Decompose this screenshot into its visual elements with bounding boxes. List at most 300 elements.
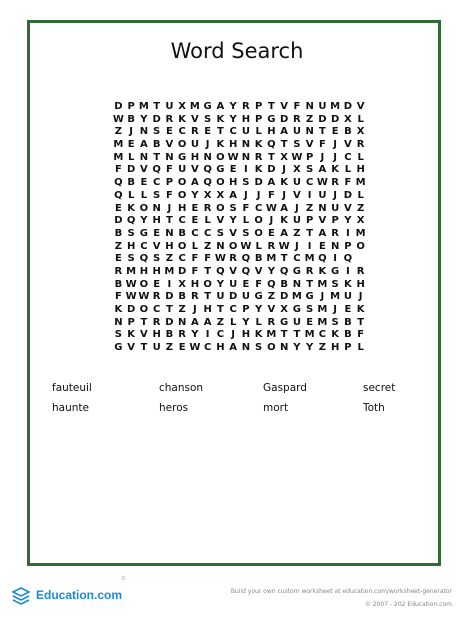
grid-letter: U: [165, 101, 174, 112]
grid-letter: A: [280, 126, 288, 138]
grid-letter: W: [112, 113, 124, 125]
grid-letter: U: [292, 316, 301, 328]
grid-letter: J: [333, 139, 337, 151]
grid-letter: S: [114, 329, 122, 341]
grid-letter: Q: [216, 265, 225, 277]
grid-letter: B: [178, 291, 186, 303]
grid-letter: N: [203, 151, 212, 163]
grid-letter: V: [140, 329, 148, 341]
grid-letter: Q: [114, 189, 123, 201]
letter-grid: [112, 101, 367, 355]
grid-letter: O: [228, 240, 238, 252]
grid-letter: M: [266, 329, 277, 341]
grid-letter: J: [129, 126, 133, 138]
grid-letter: V: [229, 265, 237, 277]
grid-letter: A: [229, 342, 237, 354]
grid-letter: P: [254, 113, 263, 125]
grid-letter: T: [153, 151, 161, 163]
grid-letter: S: [127, 227, 135, 239]
grid-letter: R: [152, 291, 161, 303]
grid-letter: H: [216, 342, 225, 354]
grid-letter: M: [189, 101, 200, 112]
grid-letter: O: [139, 304, 149, 315]
grid-letter: T: [280, 253, 288, 265]
grid-letter: B: [178, 227, 186, 239]
grid-letter: K: [280, 215, 288, 227]
grid-letter: H: [126, 240, 136, 252]
grid-letter: W: [316, 177, 328, 189]
grid-letter: G: [292, 304, 301, 315]
grid-letter: Z: [318, 342, 326, 354]
grid-letter: I: [346, 227, 350, 239]
grid-letter: W: [189, 342, 201, 354]
grid-letter: T: [306, 278, 314, 290]
grid-letter: E: [242, 278, 250, 290]
grid-letter: L: [242, 215, 250, 227]
grid-letter: M: [126, 265, 137, 277]
grid-letter: U: [178, 164, 187, 176]
grid-letter: T: [153, 101, 161, 112]
grid-letter: K: [344, 278, 352, 290]
grid-letter: U: [292, 215, 301, 227]
grid-letter: B: [344, 329, 352, 341]
grid-letter: Y: [191, 329, 199, 341]
grid-letter: V: [140, 164, 148, 176]
grid-row: [112, 329, 367, 342]
grid-letter: P: [165, 177, 174, 189]
grid-row: [112, 228, 367, 241]
grid-letter: F: [318, 139, 326, 151]
grid-letter: R: [331, 177, 339, 189]
grid-letter: F: [357, 329, 365, 341]
grid-letter: Z: [356, 202, 365, 214]
grid-letter: Y: [140, 113, 148, 125]
grid-letter: L: [127, 151, 135, 163]
grid-letter: W: [214, 253, 226, 265]
grid-letter: L: [357, 151, 364, 163]
grid-letter: Z: [165, 342, 173, 354]
grid-letter: F: [165, 189, 173, 201]
grid-letter: O: [203, 278, 212, 290]
grid-letter: H: [267, 126, 276, 138]
grid-letter: E: [165, 126, 173, 138]
grid-letter: S: [153, 126, 161, 138]
grid-letter: G: [331, 265, 340, 277]
grid-letter: T: [165, 215, 173, 227]
grid-letter: C: [178, 126, 186, 138]
grid-letter: I: [205, 329, 210, 341]
grid-letter: K: [331, 164, 339, 176]
grid-letter: U: [318, 101, 327, 112]
grid-letter: H: [190, 278, 200, 290]
grid-letter: K: [254, 164, 263, 176]
grid-letter: L: [204, 215, 211, 227]
grid-letter: U: [190, 139, 199, 151]
grid-letter: T: [140, 316, 148, 328]
grid-letter: P: [305, 215, 314, 227]
grid-letter: E: [140, 177, 148, 189]
grid-letter: J: [333, 151, 337, 163]
grid-letter: Q: [279, 265, 289, 277]
word-item: haunte: [52, 402, 89, 414]
grid-letter: U: [331, 202, 340, 214]
grid-letter: S: [242, 227, 250, 239]
grid-letter: V: [254, 265, 263, 277]
footer-tagline: Build your own custom worksheet at education.com/worksheet-generator: [230, 588, 452, 595]
grid-letter: W: [291, 151, 303, 163]
grid-letter: C: [178, 253, 186, 265]
grid-letter: V: [344, 139, 352, 151]
grid-letter: S: [127, 253, 135, 265]
grid-letter: S: [204, 113, 212, 125]
footer-copyright: © 2007 - 202 Education.com: [364, 601, 452, 608]
grid-letter: O: [216, 177, 225, 189]
grid-letter: P: [344, 240, 352, 252]
grid-letter: N: [165, 227, 174, 239]
grid-letter: R: [203, 202, 212, 214]
grid-letter: D: [330, 113, 340, 125]
grid-letter: D: [177, 265, 187, 277]
grid-letter: L: [127, 189, 135, 201]
grid-letter: F: [114, 291, 122, 303]
education-logo[interactable]: [10, 584, 122, 606]
grid-letter: I: [346, 265, 350, 277]
grid-letter: Y: [255, 304, 263, 315]
grid-letter: J: [320, 151, 325, 163]
grid-letter: D: [165, 316, 174, 328]
grid-letter: J: [167, 202, 172, 214]
grid-letter: O: [177, 139, 187, 151]
grid-letter: L: [357, 342, 364, 354]
grid-letter: Y: [191, 189, 199, 201]
grid-letter: Z: [178, 304, 186, 315]
grid-letter: E: [153, 227, 161, 239]
grid-letter: L: [229, 316, 237, 328]
brand-name: Education.com: [36, 588, 123, 602]
grid-letter: Y: [229, 215, 237, 227]
grid-letter: J: [193, 304, 197, 315]
grid-letter: H: [228, 177, 238, 189]
grid-letter: Z: [114, 126, 122, 138]
grid-letter: S: [242, 177, 250, 189]
grid-letter: V: [305, 139, 314, 151]
grid-letter: Z: [114, 240, 122, 252]
grid-letter: K: [216, 113, 225, 125]
grid-letter: V: [318, 215, 327, 227]
grid-letter: V: [280, 101, 288, 112]
grid-letter: Z: [165, 253, 173, 265]
grid-letter: R: [191, 126, 199, 138]
grid-letter: K: [331, 329, 339, 341]
grid-letter: G: [292, 265, 301, 277]
grid-letter: T: [216, 304, 224, 315]
grid-letter: N: [241, 342, 251, 354]
grid-letter: U: [216, 291, 225, 303]
word-item: Gaspard: [263, 382, 307, 394]
grid-letter: P: [127, 101, 135, 112]
grid-letter: C: [229, 126, 237, 138]
grid-letter: J: [358, 291, 363, 303]
grid-letter: P: [331, 215, 339, 227]
grid-letter: L: [140, 189, 148, 201]
grid-letter: A: [140, 139, 148, 151]
grid-letter: B: [280, 278, 288, 290]
grid-letter: J: [333, 304, 337, 315]
grid-letter: M: [317, 304, 328, 315]
grid-letter: R: [293, 113, 301, 125]
grid-letter: E: [191, 215, 199, 227]
grid-letter: A: [191, 316, 199, 328]
grid-letter: V: [267, 304, 276, 315]
grid-letter: A: [267, 177, 276, 189]
grid-letter: R: [356, 265, 365, 277]
grid-letter: H: [356, 164, 365, 176]
grid-letter: R: [152, 316, 161, 328]
word-item: chanson: [159, 382, 204, 394]
grid-letter: N: [139, 126, 149, 138]
grid-letter: P: [254, 101, 263, 112]
small-mark: ©: [121, 576, 126, 582]
grid-letter: J: [244, 189, 248, 201]
grid-letter: J: [231, 329, 235, 341]
grid-letter: W: [278, 240, 290, 252]
grid-letter: F: [114, 164, 122, 176]
grid-letter: Q: [343, 253, 353, 265]
grid-letter: B: [165, 329, 174, 341]
grid-letter: V: [216, 215, 225, 227]
grid-letter: T: [280, 329, 288, 341]
grid-letter: E: [318, 240, 326, 252]
grid-letter: O: [139, 278, 149, 290]
grid-letter: L: [191, 240, 199, 252]
grid-letter: Z: [305, 202, 314, 214]
grid-row: [112, 241, 367, 254]
grid-letter: Q: [203, 177, 212, 189]
grid-letter: M: [266, 253, 277, 265]
grid-letter: L: [357, 113, 364, 125]
grid-letter: S: [229, 202, 237, 214]
grid-letter: N: [139, 151, 149, 163]
grid-letter: F: [267, 189, 275, 201]
grid-letter: Z: [267, 291, 275, 303]
grid-letter: W: [125, 278, 137, 290]
grid-letter: R: [114, 265, 123, 277]
grid-letter: C: [318, 329, 327, 341]
grid-letter: N: [177, 316, 187, 328]
grid-letter: D: [343, 189, 353, 201]
grid-letter: F: [191, 253, 199, 265]
grid-letter: N: [305, 126, 314, 138]
grid-letter: D: [254, 177, 263, 189]
grid-letter: M: [138, 101, 149, 112]
grid-letter: Q: [241, 265, 251, 277]
grid-letter: C: [344, 151, 352, 163]
grid-letter: G: [139, 227, 148, 239]
grid-letter: L: [357, 189, 364, 201]
grid-letter: X: [344, 113, 352, 125]
grid-letter: C: [203, 342, 212, 354]
grid-letter: D: [267, 164, 276, 176]
grid-letter: X: [280, 151, 288, 163]
grid-letter: E: [204, 126, 212, 138]
grid-letter: D: [318, 113, 327, 125]
grid-letter: J: [282, 189, 286, 201]
grid-row: [112, 291, 367, 304]
grid-letter: I: [307, 240, 312, 252]
grid-letter: U: [292, 177, 301, 189]
grid-letter: T: [204, 265, 212, 277]
grid-letter: P: [344, 342, 352, 354]
grid-letter: L: [255, 316, 262, 328]
grid-letter: N: [318, 202, 327, 214]
grid-row: [112, 266, 367, 279]
grid-row: [112, 317, 367, 330]
grid-letter: P: [305, 151, 314, 163]
grid-letter: Q: [114, 177, 123, 189]
word-item: mort: [263, 402, 289, 414]
grid-row: [112, 342, 367, 355]
grid-letter: O: [177, 240, 187, 252]
grid-letter: A: [318, 227, 327, 239]
grid-letter: S: [331, 316, 339, 328]
grid-letter: G: [305, 291, 314, 303]
grid-letter: L: [344, 164, 352, 176]
grid-letter: R: [191, 291, 199, 303]
education-logo-icon: [10, 584, 32, 606]
grid-letter: C: [152, 177, 161, 189]
grid-letter: X: [356, 126, 365, 138]
grid-letter: J: [320, 291, 325, 303]
grid-letter: M: [317, 278, 328, 290]
grid-letter: E: [127, 139, 135, 151]
grid-letter: B: [152, 139, 161, 151]
grid-row: [112, 253, 367, 266]
grid-letter: A: [216, 101, 225, 112]
grid-letter: S: [306, 304, 314, 315]
grid-letter: S: [216, 227, 224, 239]
grid-letter: Y: [267, 265, 275, 277]
grid-letter: J: [282, 164, 286, 176]
grid-letter: R: [267, 240, 276, 252]
grid-letter: I: [307, 189, 312, 201]
grid-letter: V: [152, 240, 161, 252]
grid-letter: C: [178, 215, 186, 227]
grid-letter: M: [317, 316, 328, 328]
grid-letter: E: [331, 126, 339, 138]
word-list: [52, 382, 443, 414]
grid-letter: D: [126, 304, 136, 315]
grid-letter: C: [216, 329, 225, 341]
grid-row: [112, 152, 367, 165]
grid-letter: H: [152, 329, 161, 341]
grid-letter: Y: [216, 278, 224, 290]
grid-letter: M: [355, 177, 366, 189]
grid-letter: H: [203, 304, 212, 315]
grid-letter: T: [357, 316, 365, 328]
grid-letter: M: [113, 151, 124, 163]
grid-row: [112, 304, 367, 317]
grid-letter: S: [153, 189, 161, 201]
grid-letter: E: [344, 304, 352, 315]
grid-letter: F: [191, 265, 199, 277]
grid-letter: T: [293, 329, 301, 341]
grid-letter: A: [229, 189, 237, 201]
grid-letter: F: [165, 164, 173, 176]
grid-letter: E: [114, 253, 122, 265]
grid-letter: T: [267, 101, 275, 112]
grid-letter: X: [280, 304, 288, 315]
grid-letter: N: [305, 101, 314, 112]
grid-letter: C: [191, 227, 199, 239]
grid-letter: X: [203, 189, 212, 201]
grid-letter: M: [304, 329, 315, 341]
page-title: Word Search: [170, 39, 304, 63]
grid-letter: H: [330, 342, 340, 354]
grid-letter: R: [267, 316, 276, 328]
grid-letter: M: [330, 291, 341, 303]
grid-letter: N: [292, 278, 302, 290]
grid-letter: Q: [139, 253, 149, 265]
grid-letter: C: [152, 304, 161, 315]
grid-letter: K: [280, 177, 288, 189]
grid-letter: T: [216, 126, 224, 138]
grid-letter: M: [113, 139, 124, 151]
grid-letter: O: [356, 240, 365, 252]
grid-letter: C: [203, 227, 212, 239]
grid-letter: V: [165, 139, 174, 151]
grid-letter: Q: [126, 215, 136, 227]
grid-letter: M: [291, 291, 302, 303]
grid-letter: K: [178, 113, 186, 125]
word-item: secret: [363, 382, 396, 394]
grid-letter: O: [177, 189, 187, 201]
grid-letter: N: [241, 139, 251, 151]
grid-letter: U: [292, 126, 301, 138]
grid-letter: H: [152, 215, 161, 227]
grid-row: [112, 177, 367, 190]
grid-letter: D: [279, 291, 289, 303]
grid-letter: D: [126, 164, 136, 176]
grid-letter: I: [167, 278, 172, 290]
grid-letter: S: [255, 342, 263, 354]
grid-letter: A: [191, 177, 199, 189]
word-item: Toth: [363, 402, 385, 414]
grid-letter: V: [191, 113, 199, 125]
grid-letter: O: [254, 227, 263, 239]
grid-letter: W: [125, 291, 137, 303]
grid-letter: N: [330, 240, 340, 252]
grid-row: [112, 164, 367, 177]
grid-letter: W: [265, 202, 277, 214]
grid-letter: T: [306, 227, 314, 239]
grid-row: [112, 279, 367, 292]
grid-letter: E: [191, 202, 199, 214]
grid-letter: X: [216, 189, 225, 201]
grid-letter: O: [267, 342, 276, 354]
grid-letter: B: [114, 278, 123, 290]
grid-letter: Y: [242, 316, 250, 328]
grid-letter: Q: [152, 164, 161, 176]
grid-letter: N: [241, 151, 251, 163]
grid-letter: W: [240, 240, 252, 252]
grid-row: [112, 215, 367, 228]
grid-letter: S: [153, 253, 161, 265]
grid-letter: E: [229, 164, 237, 176]
grid-letter: H: [152, 265, 161, 277]
grid-letter: G: [280, 316, 289, 328]
grid-letter: I: [333, 253, 337, 265]
grid-letter: O: [216, 202, 225, 214]
